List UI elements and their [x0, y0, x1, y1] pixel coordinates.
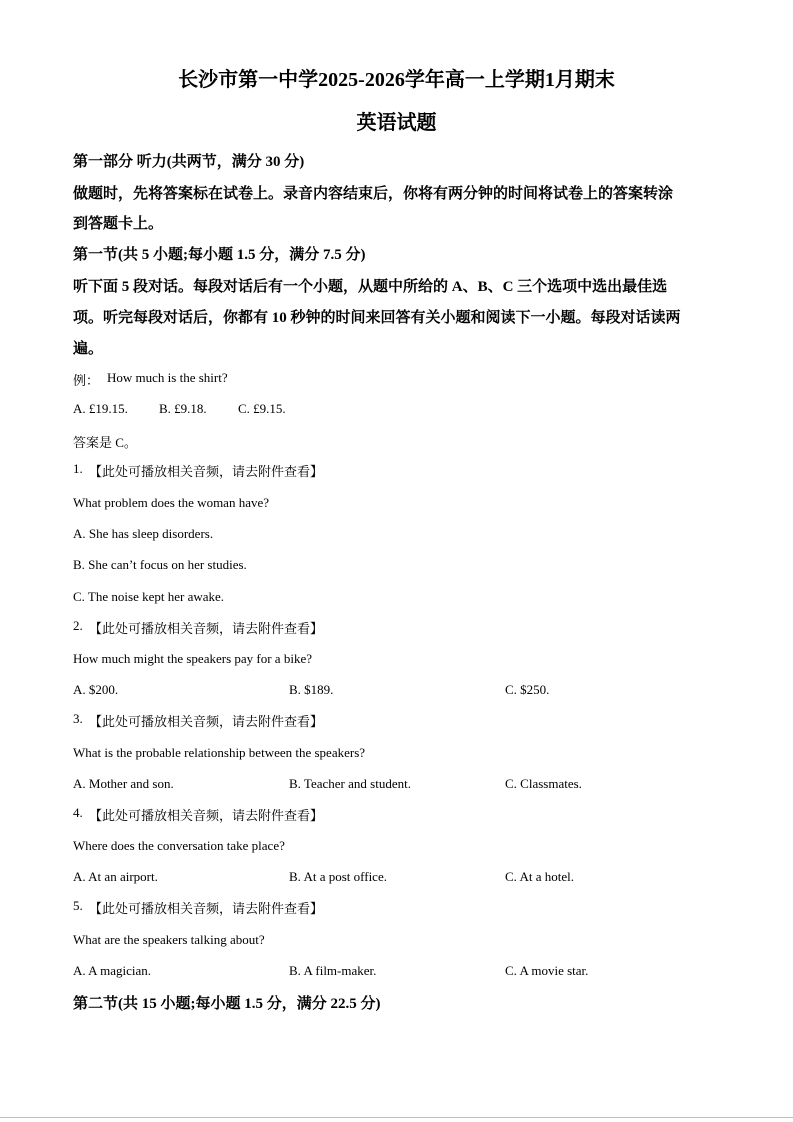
- page-bottom-divider: [0, 1117, 793, 1118]
- option-a: A. At an airport.: [73, 869, 158, 884]
- option-b: B. At a post office.: [289, 869, 387, 884]
- example-answer: 答案是 C。: [73, 435, 137, 450]
- question-text: How much might the speakers pay for a bike?: [73, 651, 312, 666]
- question-number: 5.: [73, 898, 83, 913]
- option-a: A. She has sleep disorders.: [73, 526, 214, 541]
- option-b: B. She can’t focus on her studies.: [73, 557, 247, 572]
- question-text: What problem does the woman have?: [73, 495, 270, 510]
- question-number: 2.: [73, 618, 83, 633]
- question-number: 4.: [73, 805, 83, 820]
- section1-heading: 第一节(共 5 小题;每小题 1.5 分，满分 7.5 分): [73, 247, 366, 263]
- option-a: A. Mother and son.: [73, 776, 174, 791]
- option-c: C. A movie star.: [505, 963, 589, 978]
- example-label: 例：: [73, 373, 100, 388]
- option-b: B. A film-maker.: [289, 963, 377, 978]
- question-text: What is the probable relationship between the speakers?: [73, 745, 366, 760]
- option-c: C. $250.: [505, 682, 550, 697]
- question-number: 1.: [73, 461, 83, 476]
- option-c: C. Classmates.: [505, 776, 582, 791]
- page-subtitle: 英语试题: [356, 112, 437, 134]
- option-a: A. $200.: [73, 682, 119, 697]
- example-option-b: B. £9.18.: [159, 401, 207, 416]
- part1-heading: 第一部分 听力(共两节，满分 30 分): [73, 154, 305, 170]
- section2-heading: 第二节(共 15 小题;每小题 1.5 分，满分 22.5 分): [73, 996, 381, 1012]
- part1-instruction-line: 做题时，先将答案标在试卷上。录音内容结束后，你将有两分钟的时间将试卷上的答案转涂: [73, 186, 674, 202]
- example-option-a: A. £19.15.: [73, 401, 128, 416]
- option-b: B. Teacher and student.: [289, 776, 411, 791]
- part1-instruction-line: 到答题卡上。: [73, 216, 164, 232]
- audio-note: 【此处可播放相关音频，请去附件查看】: [89, 901, 324, 916]
- question-text: Where does the conversation take place?: [73, 838, 285, 853]
- audio-note: 【此处可播放相关音频，请去附件查看】: [89, 621, 324, 636]
- option-c: C. At a hotel.: [505, 869, 574, 884]
- audio-note: 【此处可播放相关音频，请去附件查看】: [89, 464, 324, 479]
- option-b: B. $189.: [289, 682, 334, 697]
- section1-instruction-line: 项。听完每段对话后，你都有 10 秒钟的时间来回答有关小题和阅读下一小题。每段对话读两: [73, 310, 681, 326]
- option-a: A. A magician.: [73, 963, 151, 978]
- example-option-c: C. £9.15.: [238, 401, 286, 416]
- audio-note: 【此处可播放相关音频，请去附件查看】: [89, 808, 324, 823]
- question-number: 3.: [73, 711, 83, 726]
- question-text: What are the speakers talking about?: [73, 932, 265, 947]
- section1-instruction-line: 遍。: [73, 341, 104, 357]
- section1-instruction-line: 听下面 5 段对话。每段对话后有一个小题，从题中所给的 A、B、C 三个选项中选出最佳选: [73, 279, 668, 295]
- page-title: 长沙市第一中学2025-2026学年高一上学期1月期末: [178, 69, 615, 91]
- option-c: C. The noise kept her awake.: [73, 589, 225, 604]
- example-question: How much is the shirt?: [107, 370, 228, 385]
- audio-note: 【此处可播放相关音频，请去附件查看】: [89, 714, 324, 729]
